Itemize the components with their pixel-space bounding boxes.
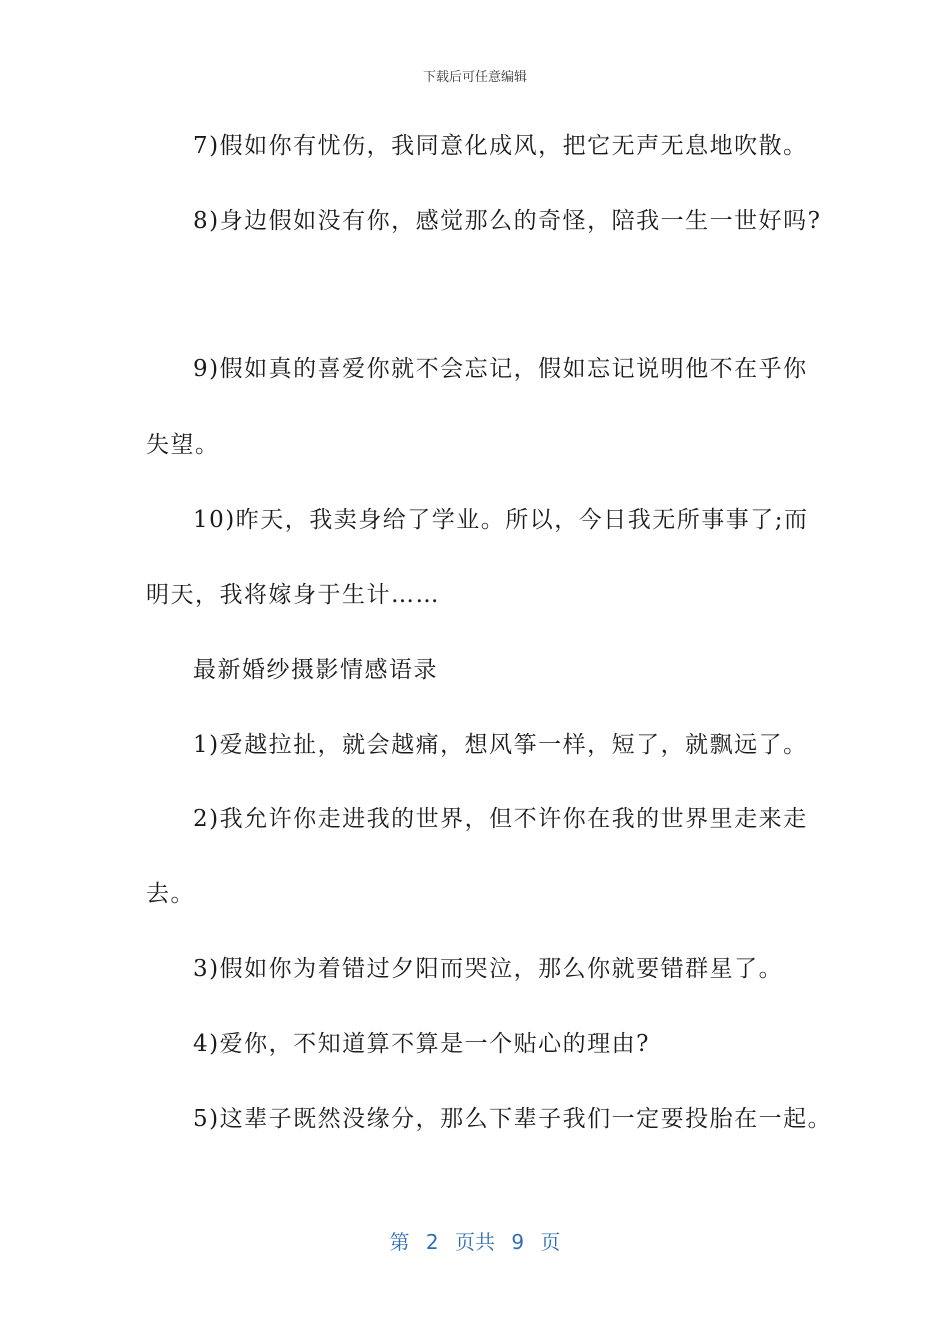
quote-5: 5)这辈子既然没缘分，那么下辈子我们一定要投胎在一起。 — [193, 1106, 833, 1132]
quote-2-continued: 去。 — [146, 881, 195, 907]
quote-4: 4)爱你，不知道算不算是一个贴心的理由? — [193, 1031, 650, 1057]
quote-9-continued: 失望。 — [146, 432, 220, 458]
quote-8: 8)身边假如没有你，感觉那么的奇怪，陪我一生一世好吗? — [193, 208, 822, 234]
quote-2: 2)我允许你走进我的世界，但不许你在我的世界里走来走 — [193, 806, 808, 832]
page-header: 下载后可任意编辑 — [422, 70, 527, 85]
quote-10-continued: 明天，我将嫁身于生计…… — [146, 582, 440, 608]
quote-9: 9)假如真的喜爱你就不会忘记，假如忘记说明他不在乎你 — [193, 356, 808, 382]
quote-1: 1)爱越拉扯，就会越痛，想风筝一样，短了，就飘远了。 — [193, 732, 808, 758]
section-heading: 最新婚纱摄影情感语录 — [193, 657, 438, 683]
quote-10: 10)昨天，我卖身给了学业。所以，今日我无所事事了;而 — [193, 507, 809, 533]
quote-3: 3)假如你为着错过夕阳而哭泣，那么你就要错群星了。 — [193, 956, 784, 982]
quote-7: 7)假如你有忧伤，我同意化成风，把它无声无息地吹散。 — [193, 133, 808, 159]
page-footer: 第 2 页共 9 页 — [389, 1230, 561, 1254]
